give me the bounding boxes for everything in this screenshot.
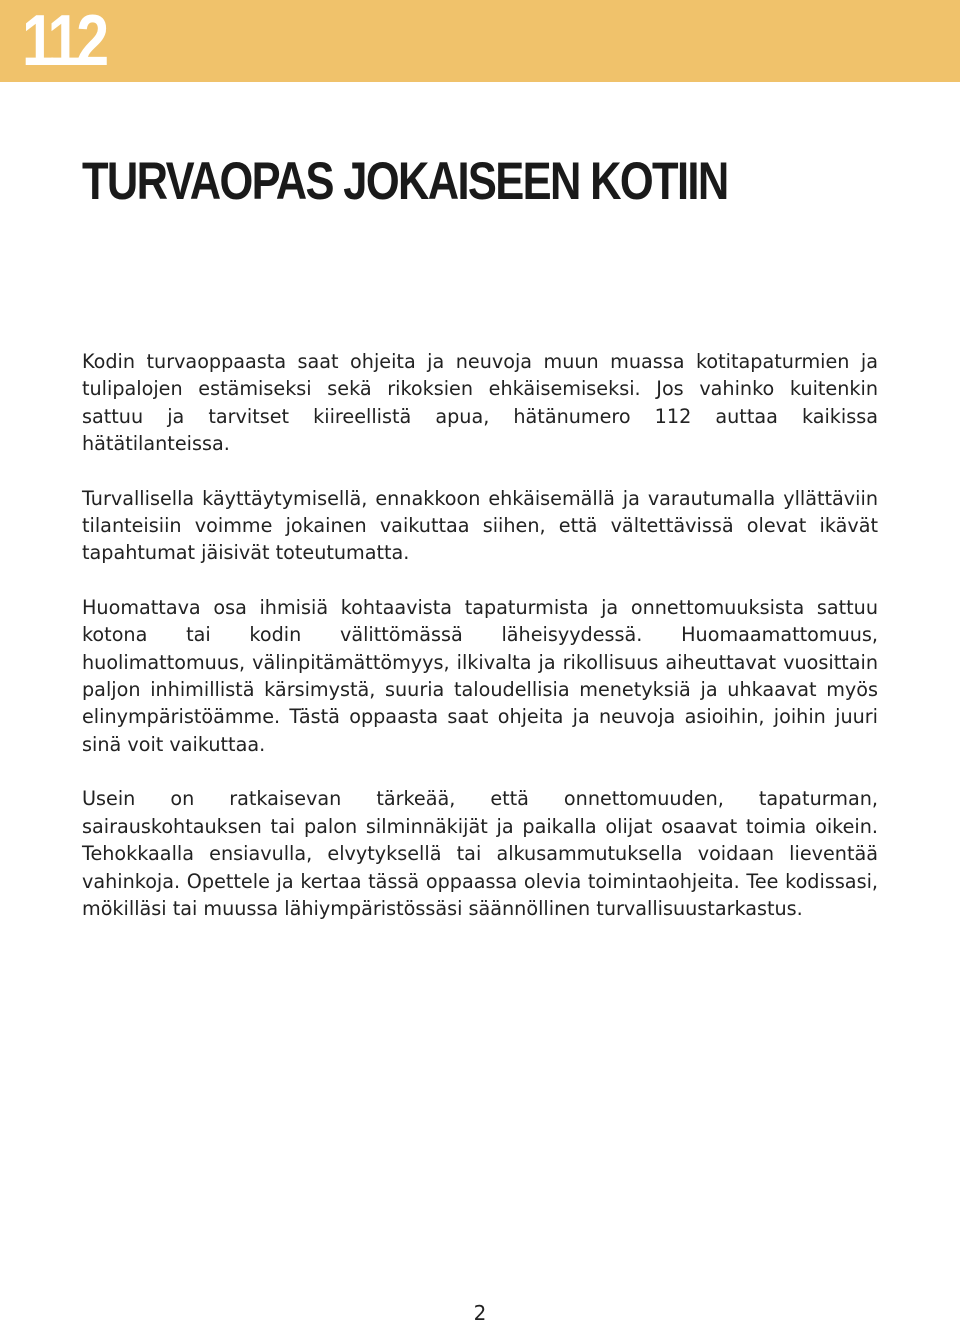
emergency-number-heading: 112 bbox=[22, 1, 105, 81]
header-band bbox=[0, 0, 960, 82]
paragraph-first-aid: Usein on ratkaisevan tärkeää, että onnettomuuden, tapaturman, sairauskohtauksen tai palon silminnäkijät ja paikalla olijat osaavat toimia oikein. Tehokkaalla ensiavulla, elvytyksellä tai alkusammutuksella voidaan lieventää vahinkoja. Opettele ja kertaa tässä oppaassa olevia toimintaohjeita. Tee kodissasi, mökilläsi tai muussa lähiympäristössäsi säännöllinen turvallisuustarkastus. bbox=[82, 787, 878, 920]
paragraph-prevention: Turvallisella käyttäytymisellä, ennakkoon ehkäisemällä ja varautumalla yllättäviin tilanteisiin voimme jokainen vaikuttaa siihen, että vältettävissä olevat ikävät tapahtumat jäisivät toteutumatta. bbox=[82, 486, 878, 565]
page-number: 2 bbox=[473, 1301, 487, 1325]
paragraph-intro: Kodin turvaoppaasta saat ohjeita ja neuvoja muun muassa kotitapaturmien ja tulipalojen estämiseksi sekä rikoksien ehkäisemiseksi. Jos vahinko kuitenkin sattuu ja tarvitset kiireellistä apua, hätänumero 112 auttaa kaikissa hätätilanteissa. bbox=[82, 350, 878, 456]
paragraph-accidents: Huomattava osa ihmisiä kohtaavista tapaturmista ja onnettomuuksista sattuu kotona tai kodin välittömässä läheisyydessä. Huomaamattomuus, huolimattomuus, välinpitämättömyys, ilkivalta ja rikollisuus aiheuttavat vuosittain paljon inhimillistä kärsimystä, suuria taloudellisia menetyksiä ja uhkaavat myös elinympäristöämme. Tästä oppaasta saat ohjeita ja neuvoja asioihin, joihin juuri sinä voit vaikuttaa. bbox=[82, 595, 878, 756]
page-title: TURVAOPAS JOKAISEEN KOTIIN bbox=[82, 152, 728, 211]
body-text bbox=[82, 348, 878, 949]
